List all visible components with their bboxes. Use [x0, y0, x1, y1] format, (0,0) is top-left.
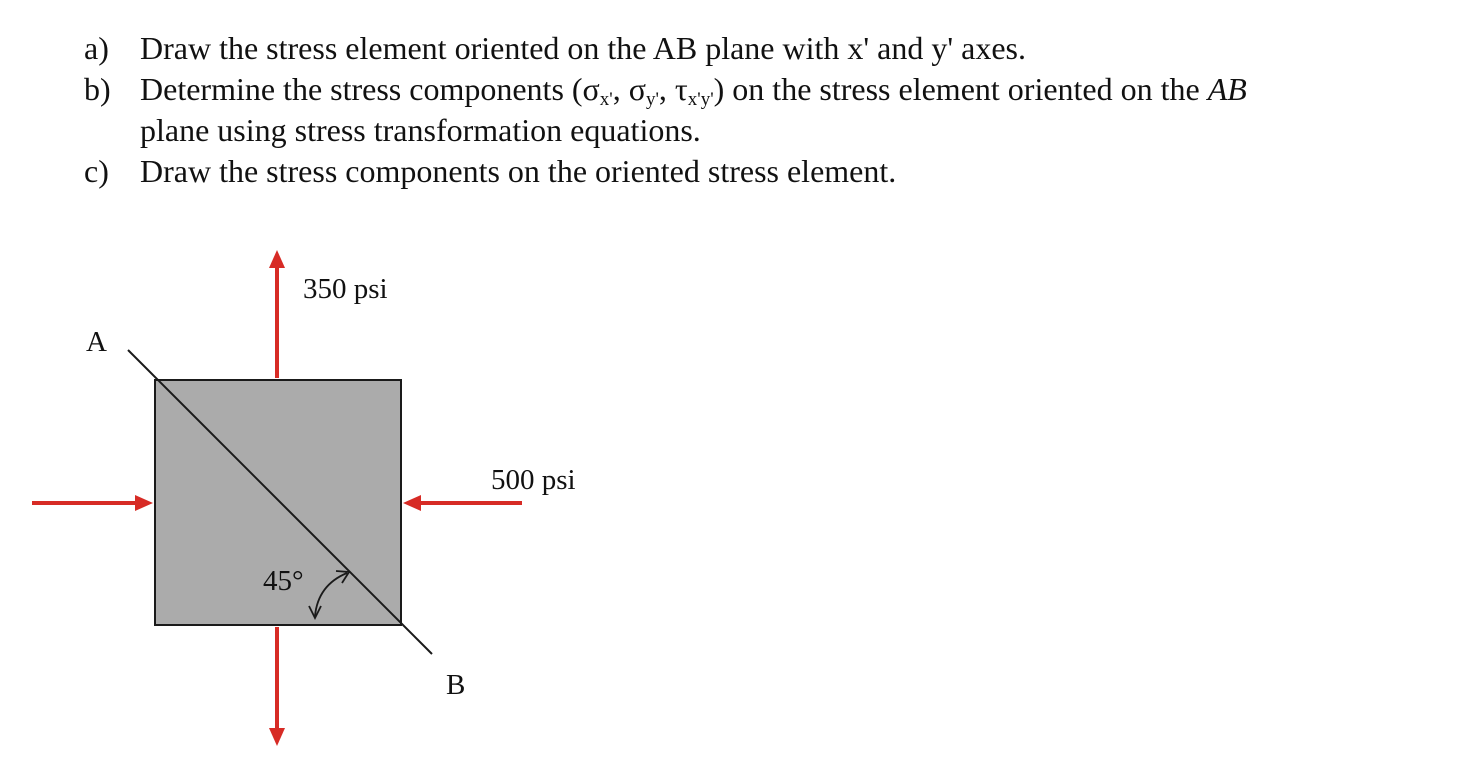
label-b: B [446, 669, 466, 701]
separator-2: , [658, 71, 675, 107]
separator-1: , [612, 71, 629, 107]
question-b-text-after: ) on the stress element oriented on the [713, 71, 1208, 107]
vertical-stress-label: 350 psi [303, 273, 388, 305]
question-b-marker: b) [84, 71, 111, 107]
sigma-x-subscript: x' [599, 89, 613, 110]
sigma-x-symbol: σ [582, 71, 600, 107]
angle-label: 45° [263, 565, 304, 597]
horizontal-stress-label: 500 psi [491, 464, 576, 496]
question-b-text-before: Determine the stress components ( [140, 71, 583, 107]
question-a-text: Draw the stress element oriented on the AB plane with x' and y' axes. [140, 30, 1026, 66]
question-c-marker: c) [84, 153, 109, 189]
ab-plane-italic: AB [1207, 71, 1247, 107]
top-stress-arrow [269, 250, 285, 378]
question-c-text: Draw the stress components on the oriented stress element. [140, 153, 897, 189]
tau-subscript: x'y' [687, 89, 714, 110]
question-a-marker: a) [84, 30, 109, 66]
left-stress-arrow [32, 495, 153, 511]
tau-symbol: τ [674, 71, 688, 107]
question-b-line2: plane using stress transformation equations. [140, 112, 701, 148]
bottom-stress-arrow [269, 627, 285, 746]
sigma-y-symbol: σ [628, 71, 646, 107]
sigma-y-subscript: y' [645, 89, 659, 110]
label-a: A [86, 326, 107, 358]
right-stress-arrow [403, 495, 522, 511]
